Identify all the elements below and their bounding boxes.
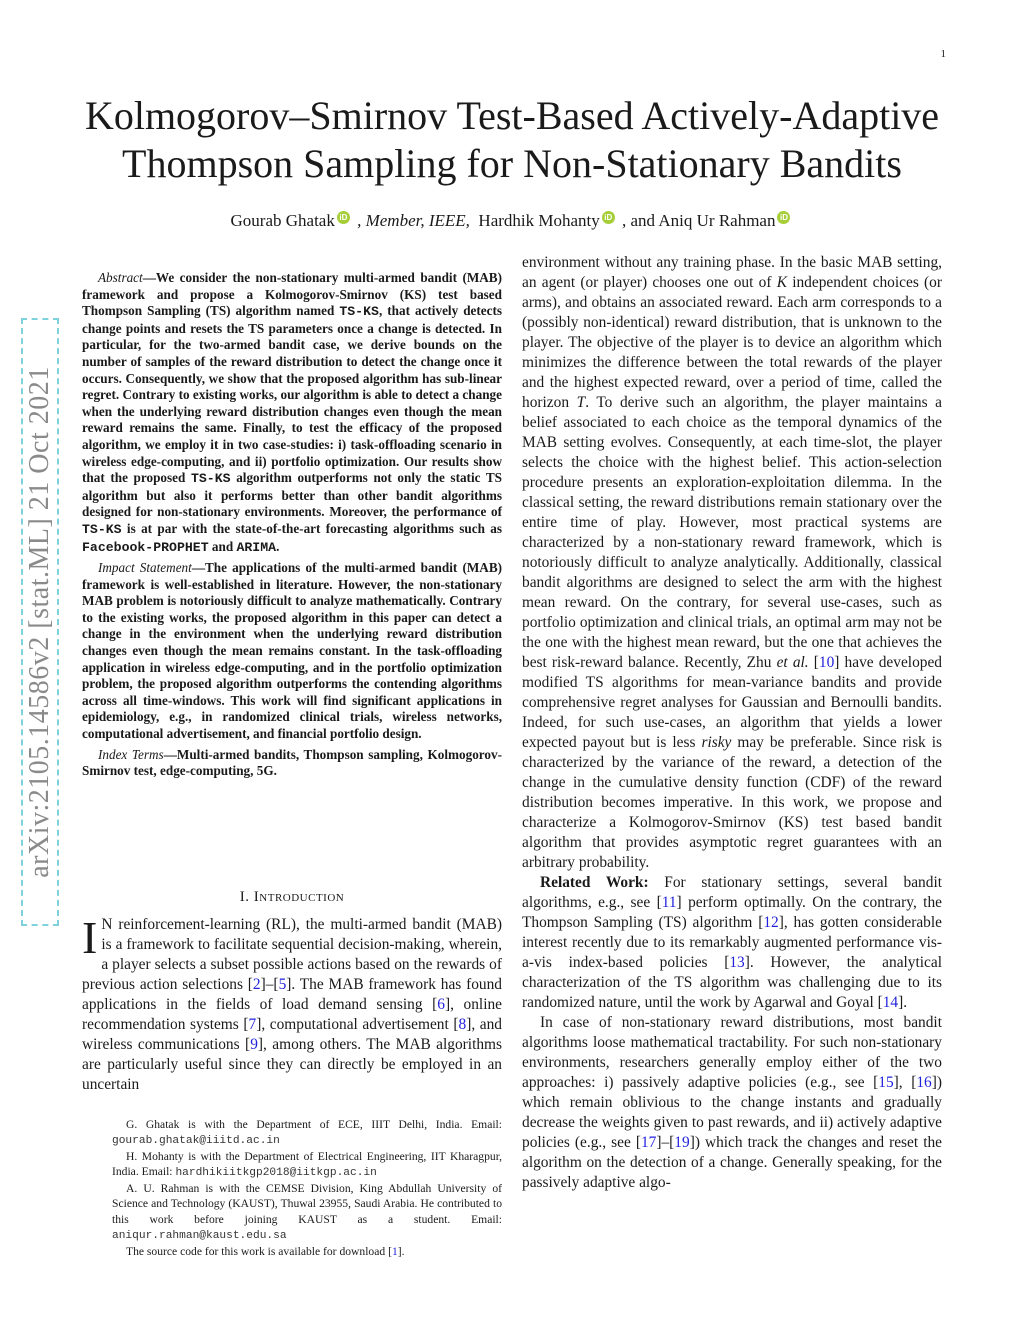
citation-link[interactable]: 7 [248, 1016, 257, 1033]
arxiv-identifier: arXiv:2105.14586v2 [stat.ML] 21 Oct 2021 [24, 366, 55, 878]
intro-text: ], and wireless communications [ [82, 1016, 503, 1053]
impact-paragraph [82, 560, 502, 743]
footnote [112, 1149, 502, 1181]
body-text: In case of non-stationary reward distributions, most bandit algorithms loose mathematical tractability. For such non-stationary environments, researchers generally employ either of the two approaches: i) passively adaptive policies (e.g., see [ [522, 1014, 942, 1091]
footnote [112, 1244, 502, 1259]
intro-text: ], among others. The MAB algorithms are particularly useful since they can directly be employed in an uncertain [82, 1036, 502, 1093]
algorithm-name: TS-KS [82, 521, 122, 537]
abstract-text: is at par with the state-of-the-art forecasting algorithms such as [121, 520, 502, 536]
drop-cap: I [82, 912, 98, 963]
index-terms-paragraph [82, 747, 502, 780]
impact-label: Impact Statement [98, 560, 192, 576]
citation-link[interactable]: 16 [916, 1074, 932, 1091]
intro-text: N reinforcement-learning (RL), the multi-armed bandit (MAB) is a framework to facilitate sequential decision-making, wherein, a player selects a subset possible actions based on the rewards of previous action selections [ [82, 916, 502, 993]
body-text: ]) which remain oblivious to the change instants and gradually decrease the weights given to past rewards, and ii) actively adaptive policies (e.g., see [ [522, 1074, 942, 1151]
citation-link[interactable]: 17 [640, 1134, 657, 1151]
email-link[interactable]: gourab.ghatak@iiitd.ac.in [112, 1135, 280, 1148]
abstract-text: , that actively detects change points and resets the TS parameters once a change is detected. In particular, for the two-armed bandit case, we derive bounds on the number of samples of the reward distribution to detect the change once it occurs. Consequently, we show that the proposed algorithm has sub-linear regret. Contrary to existing works, our algorithm is able to detect a change when the underlying reward distribution changes even though the mean reward remains the same. Finally, to test the efficacy of the proposed algorithm, we employ it in two case-studies: i) task-offloading scenario in wireless edge-computing, and ii) portfolio optimization. Our results show that the proposed [82, 303, 502, 486]
author-name: Hardhik Mohanty [478, 211, 600, 230]
abstract-label: Abstract [98, 270, 143, 285]
page-number: 1 [940, 48, 946, 60]
paper-title: Kolmogorov–Smirnov Test-Based Actively-Adaptive Thompson Sampling for Non-Stationary Bandits [84, 93, 940, 186]
body-text: ], [ [893, 1074, 917, 1091]
intro-paragraph [82, 912, 503, 1095]
author-line [60, 211, 964, 231]
footnote-text: The source code for this work is available for download [ [126, 1244, 392, 1258]
algorithm-name: TS-KS [190, 471, 231, 487]
body-paragraph [522, 873, 942, 1013]
author-role: , Member, IEEE, [357, 211, 470, 230]
citation-link[interactable]: 6 [437, 996, 445, 1013]
citation-link[interactable]: 1 [391, 1244, 398, 1258]
body-paragraph [522, 1013, 942, 1193]
citation-link[interactable]: 15 [878, 1074, 894, 1091]
email-link[interactable]: hardhikiitkgp2018@iitkgp.ac.in [175, 1167, 377, 1180]
right-column-text [522, 253, 942, 1193]
citation-link[interactable]: 11 [661, 894, 677, 911]
citation-link[interactable]: 19 [674, 1134, 690, 1151]
impact-text: —The applications of the multi-armed bandit (MAB) framework is well-established in literature. However, the non-stationary MAB problem is notoriously difficult to analyze mathematically. Contrary to the existing works, the proposed algorithm in this paper can detect a change in the environment when the underlying reward distribution changes even though the mean remains constant. In the task-offloading application in wireless edge-computing, and in the portfolio optimization problem, the proposed algorithm outperforms the contending algorithms across all time-windows. This work will find significant applications in epidemiology, e.g., in randomized clinical trials, wireless networks, computational advertisement, and financial portfolio design. [82, 560, 503, 742]
body-text: ]) which track the changes and reset the algorithm on the detection of a change. Generally speaking, for the passively adaptive algo- [522, 1134, 942, 1191]
introduction-text [82, 912, 503, 1095]
body-text: environment without any training phase. In the basic MAB setting, an agent (or player) chooses one out of [522, 254, 942, 291]
author-conjunction: , and [622, 211, 656, 230]
section-number: I. [239, 889, 250, 905]
footnotes [112, 1117, 502, 1259]
citation-link[interactable]: 10 [818, 654, 835, 671]
citation-link[interactable]: 14 [882, 994, 899, 1011]
body-text: ] perform optimally. On the contrary, the Thompson Sampling (TS) algorithm [ [522, 894, 942, 931]
body-text: et al. [776, 654, 809, 671]
citation-link[interactable]: 12 [763, 914, 779, 931]
body-text: independent choices (or arms), and obtains an associated reward. Each arm corresponds to a (possibly non-identical) reward distribution, that is unknown to the player. The objective of the player is to device an algorithm which minimizes the difference between the total rewards of the player and the highest expected reward, over a period of time, called the horizon [522, 274, 942, 411]
author-name: Aniq Ur Rahman [658, 211, 776, 230]
math-symbol: K [776, 274, 787, 291]
footnote-text: A. U. Rahman is with the CEMSE Division, King Abdullah University of Science and Technology (KAUST), Thuwal 23955, Saudi Arabia. He contributed to this work before joining KAUST as a student. Email: [112, 1182, 502, 1226]
arxiv-stamp[interactable] [21, 318, 59, 926]
body-text: risky [701, 734, 732, 751]
footnote-text: H. Mohanty is with the Department of Electrical Engineering, IIT Kharagpur, India. Email: [112, 1150, 502, 1179]
body-text: For stationary settings, several bandit algorithms, e.g., see [ [522, 874, 942, 911]
section-heading [82, 889, 502, 906]
index-terms-label: Index Terms [98, 746, 164, 762]
algorithm-name: ARIMA [236, 539, 277, 555]
abstract-text: —We consider the non-stationary multi-armed bandit (MAB) framework and propose a Kolmogorov-Smirnov (KS) test based Thompson Sampling (TS) algorithm named [82, 270, 502, 319]
intro-text: ]. The MAB framework has found applications in the fields of load demand sensing [ [82, 976, 503, 1013]
paragraph-heading: Related Work: [540, 874, 649, 891]
citation-link[interactable]: 13 [729, 954, 745, 971]
algorithm-name: TS-KS [339, 304, 379, 320]
algorithm-name: Facebook-PROPHET [82, 539, 209, 555]
footnote [112, 1117, 502, 1149]
citation-link[interactable]: 9 [250, 1036, 258, 1053]
citation-link[interactable]: 2 [252, 976, 261, 993]
math-symbol: T [576, 394, 586, 411]
orcid-icon[interactable]: iD [777, 211, 790, 224]
body-text: ], has gotten considerable interest recently due to its remarkably augmented performance vis-a-vis index-based policies [ [522, 914, 942, 971]
citation-link[interactable]: 8 [458, 1016, 467, 1033]
abstract-block [82, 270, 502, 780]
email-link[interactable]: aniqur.rahman@kaust.edu.sa [112, 1229, 287, 1242]
footnote-text: ]. [397, 1244, 405, 1258]
body-text: ]. However, the analytical characterization of the TS algorithm was challenging due to its randomized nature, until the work by Agarwal and Goyal [ [522, 954, 942, 1011]
orcid-icon[interactable]: iD [337, 211, 350, 224]
author-name: Gourab Ghatak [230, 211, 335, 230]
citation-link[interactable]: 5 [278, 976, 287, 993]
body-paragraph [522, 253, 942, 873]
intro-text: ], online recommendation systems [ [82, 996, 503, 1033]
footnote-text: G. Ghatak is with the Department of ECE, IIIT Delhi, India. Email: [126, 1118, 502, 1131]
body-text: [ [808, 654, 819, 671]
section-title: Introduction [253, 889, 345, 905]
index-terms-text: —Multi-armed bandits, Thompson sampling, Kolmogorov-Smirnov test, edge-computing, 5G. [82, 746, 502, 779]
body-text: may be preferable. Since risk is characterized by the variance of the reward, a detection of the change in the cumulative density function (CDF) of the reward distribution becomes imperative. In this work, we propose and characterize a Kolmogorov-Smirnov (KS) test based bandit algorithm that provides asymptotic regret guarantees with an arbitrary probability. [522, 734, 942, 871]
body-text: ] have developed modified TS algorithms for mean-variance bandits and provide comprehensive regret analyses for Gaussian and Bernoulli bandits. Indeed, for such use-cases, an algorithm that yields a lower expected payout but is less [522, 654, 942, 751]
body-text: ]. [898, 994, 908, 1011]
footnote [112, 1181, 502, 1243]
intro-text: ], computational advertisement [ [256, 1016, 459, 1033]
body-text: . To derive such an algorithm, the player maintains a belief associated to each choice as the temporal dynamics of the MAB setting evolves. Consequently, at each time-slot, the player selects the choice with the highest belief. This action-selection procedure presents an exploration-exploitation dilemma. In the classical setting, the reward distributions remain stationary over the entire time of play. However, most practical systems are characterized by a non-stationary reward framework, which is notoriously difficult to analyze analytically. Additionally, classical bandit algorithms are designed to select the arm with the highest mean reward. On the contrary, for several use-cases, such as portfolio optimization and clinical trials, an optimal arm may not be the one with the highest mean reward, but the one that achieves the best risk-reward balance. Recently, Zhu [522, 394, 942, 671]
abstract-text: and [208, 538, 237, 554]
body-text: ]–[ [656, 1134, 675, 1151]
abstract-paragraph [82, 270, 502, 556]
abstract-text: . [276, 538, 280, 554]
intro-text: ]–[ [260, 976, 279, 993]
orcid-icon[interactable]: iD [602, 211, 615, 224]
abstract-text: algorithm outperforms not only the static TS algorithm but also it performs better than other bandit algorithms designed for non-stationary environments. Moreover, the performance of [82, 470, 502, 520]
